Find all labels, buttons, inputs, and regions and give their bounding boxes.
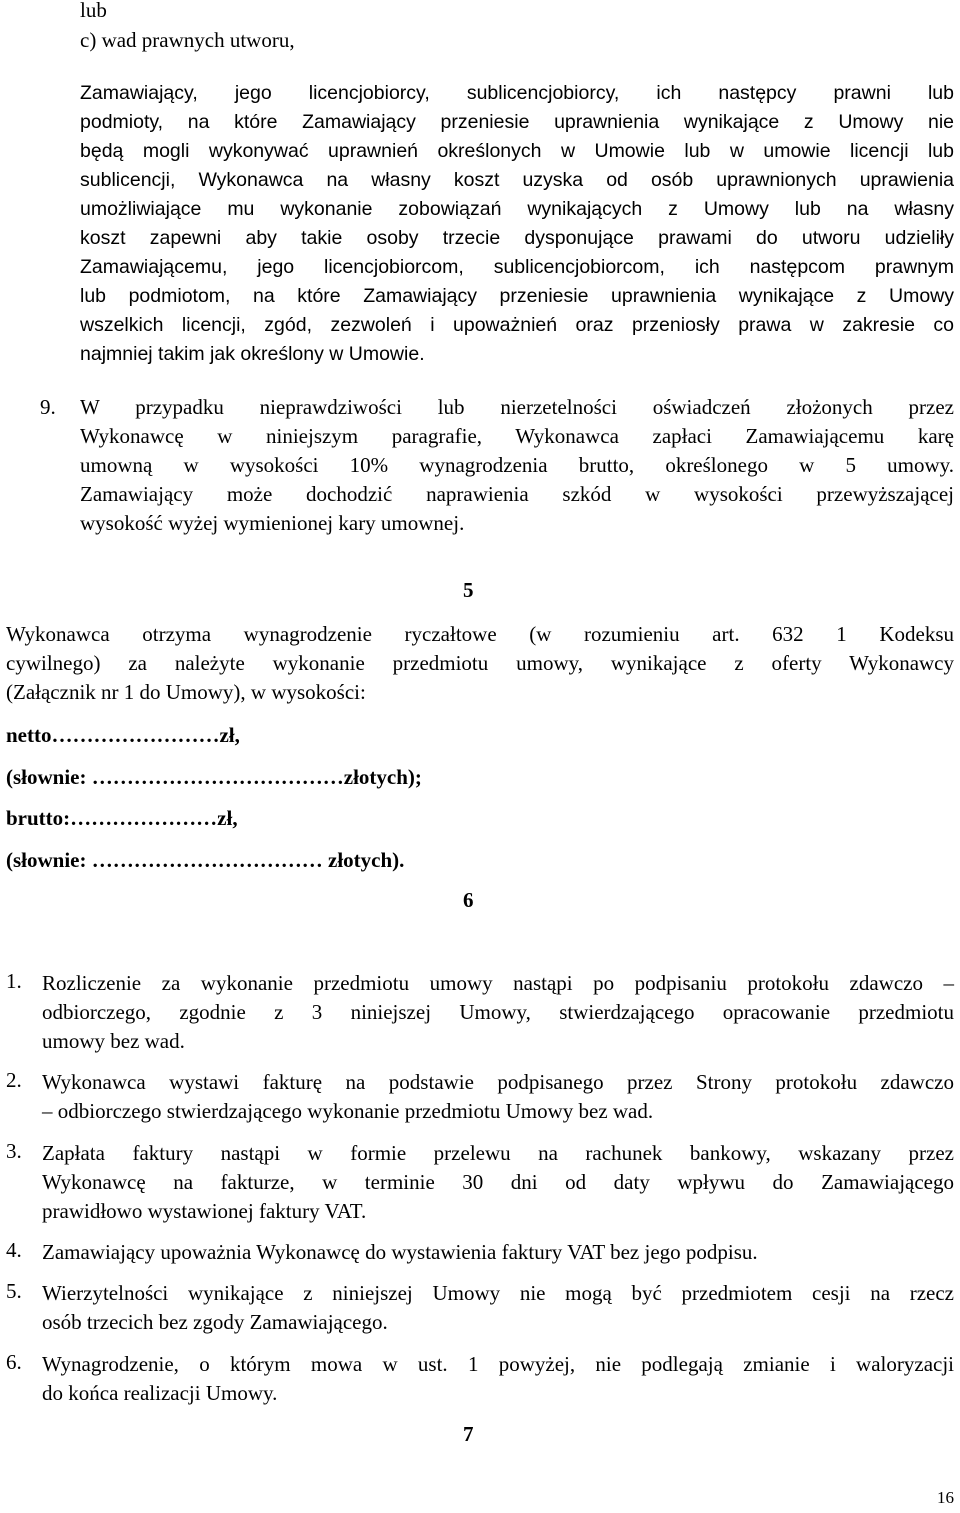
item-line: umowną w wysokości 10% wynagrodzenia brutto, określonego w 5 umowy.: [80, 453, 954, 477]
item-line: Rozliczenie za wykonanie przedmiotu umowy nastąpi po podpisaniu protokołu zdawczo –: [42, 971, 954, 995]
paragraph-line: Zamawiającemu, jego licencjobiorcom, sublicencjobiorcom, ich następcom prawnym: [80, 256, 954, 278]
paragraph-line: Zamawiający, jego licencjobiorcy, sublicencjobiorcy, ich następcy prawni lub: [80, 82, 954, 104]
item-line: Zamawiający może dochodzić naprawienia szkód w wysokości przewyższającej: [80, 482, 954, 506]
item-line: odbiorczego, zgodnie z 3 niniejszej Umowy, stwierdzającego opracowanie przedmiotu: [42, 1000, 954, 1024]
item-line: osób trzecich bez zgody Zamawiającego.: [42, 1310, 388, 1334]
page-number: 16: [937, 1488, 954, 1507]
item-line: umowy bez wad.: [42, 1029, 185, 1053]
item-line: Wykonawcę w niniejszym paragrafie, Wykonawca zapłaci Zamawiającemu karę: [80, 424, 954, 448]
paragraph-line: cywilnego) za należyte wykonanie przedmiotu umowy, wynikające z oferty Wykonawcy: [6, 651, 954, 675]
list-number: 4.: [6, 1238, 22, 1262]
amount-netto-words: (słownie: ………………………………złotych);: [6, 765, 422, 789]
item-line: wysokość wyżej wymienionej kary umownej.: [80, 511, 465, 535]
amount-brutto-words: (słownie: …………………………… złotych).: [6, 848, 405, 872]
paragraph-line: najmniej takim jak określony w Umowie.: [80, 343, 425, 365]
list-number: 1.: [6, 969, 22, 993]
paragraph-line: sublicencji, Wykonawca na własny koszt uzyska od osób uprawnionych uprawienia: [80, 169, 954, 191]
list-number: 2.: [6, 1068, 22, 1092]
list-number: 9.: [40, 395, 56, 419]
paragraph-line: lub podmiotom, na które Zamawiający przeniesie uprawnienia wynikające z Umowy: [80, 285, 954, 307]
list-number: 3.: [6, 1139, 22, 1163]
item-line: prawidłowo wystawionej faktury VAT.: [42, 1199, 367, 1223]
item-line: – odbiorczego stwierdzającego wykonanie przedmiotu Umowy bez wad.: [42, 1099, 654, 1123]
paragraph-line: koszt zapewni aby takie osoby trzecie dysponujące prawami do utworu udzieliły: [80, 227, 954, 249]
list-number: 6.: [6, 1350, 22, 1374]
item-line: Wykonawca wystawi fakturę na podstawie podpisanego przez Strony protokołu zdawczo: [42, 1070, 954, 1094]
item-line: Zapłata faktury nastąpi w formie przelewu na rachunek bankowy, wskazany przez: [42, 1141, 954, 1165]
continuation-text: lub: [80, 0, 107, 22]
paragraph-line: (Załącznik nr 1 do Umowy), w wysokości:: [6, 680, 366, 704]
item-line: Wykonawcę na fakturze, w terminie 30 dni od daty wpływu do Zamawiającego: [42, 1170, 954, 1194]
paragraph-line: będą mogli wykonywać uprawnień określonych w Umowie lub w umowie licencji lub: [80, 140, 954, 162]
paragraph-line: Wykonawca otrzyma wynagrodzenie ryczałtowe (w rozumieniu art. 632 1 Kodeksu: [6, 622, 954, 646]
paragraph-line: wszelkich licencji, zgód, zezwoleń i upoważnień oraz przeniosły prawa w zakresie co: [80, 314, 954, 336]
item-line: do końca realizacji Umowy.: [42, 1381, 278, 1405]
paragraph-line: podmioty, na które Zamawiający przeniesie uprawnienia wynikające z Umowy nie: [80, 111, 954, 133]
list-number: 5.: [6, 1279, 22, 1303]
list-item-c: c) wad prawnych utworu,: [80, 28, 295, 52]
item-line: W przypadku nieprawdziwości lub nierzetelności oświadczeń złożonych przez: [80, 395, 954, 419]
item-line: Wierzytelności wynikające z niniejszej Umowy nie mogą być przedmiotem cesji na rzecz: [42, 1281, 954, 1305]
item-line: Zamawiający upoważnia Wykonawcę do wystawienia faktury VAT bez jego podpisu.: [42, 1240, 758, 1264]
section-heading-5: 5: [463, 578, 474, 602]
amount-brutto: brutto:…………………zł,: [6, 806, 238, 830]
paragraph-line: umożliwiające mu wykonanie zobowiązań wynikających z Umowy lub na własny: [80, 198, 954, 220]
section-heading-6: 6: [463, 888, 474, 912]
item-line: Wynagrodzenie, o którym mowa w ust. 1 powyżej, nie podlegają zmianie i waloryzacji: [42, 1352, 954, 1376]
section-heading-7: 7: [463, 1422, 474, 1446]
amount-netto: netto……………………zł,: [6, 723, 240, 747]
